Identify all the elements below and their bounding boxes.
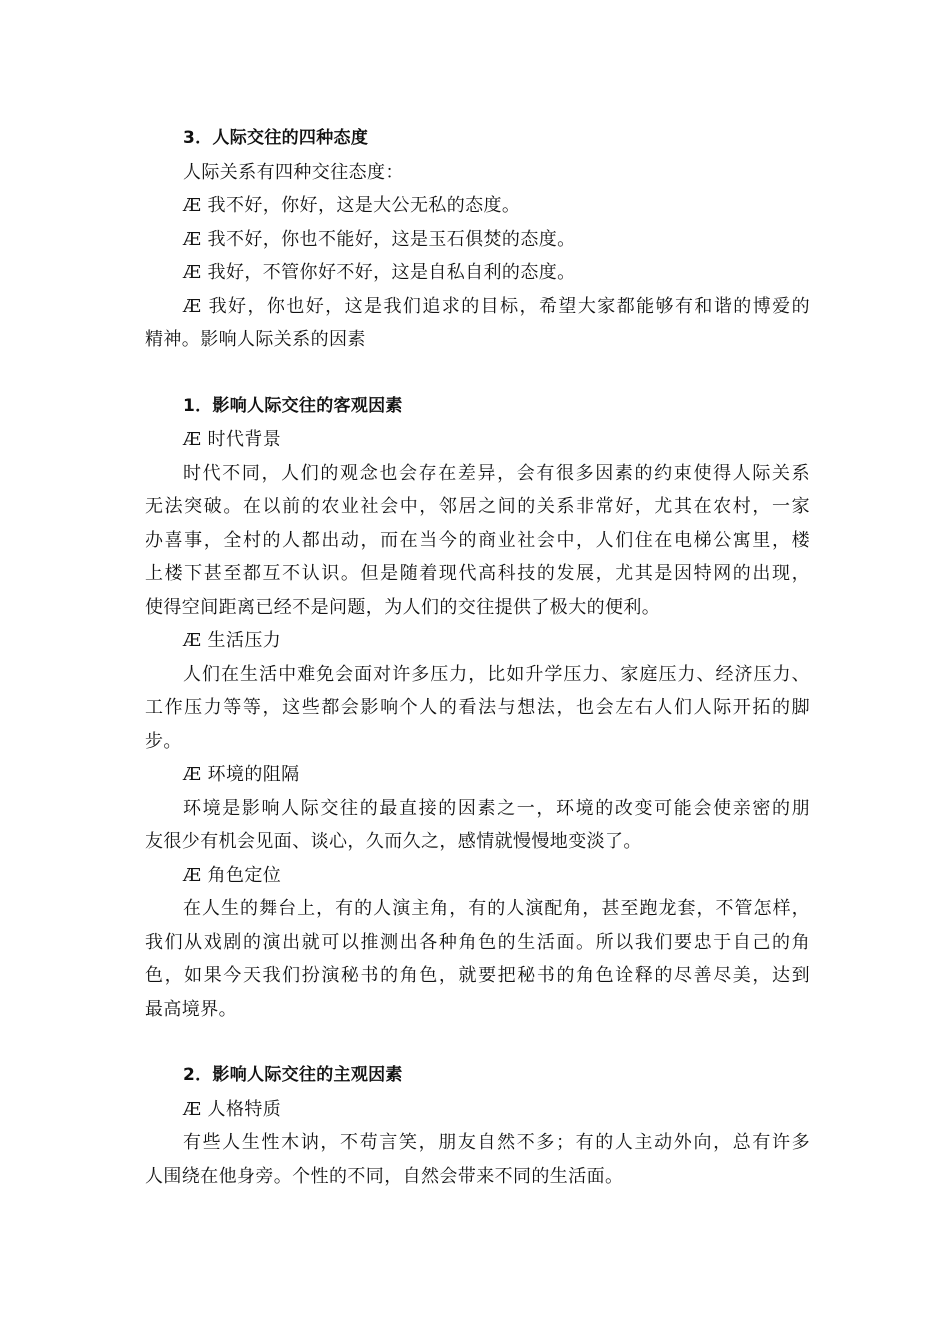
section-2-heading: 2．影响人际交往的主观因素	[183, 1065, 403, 1085]
factor-title-pressure: Æ 生活压力	[183, 630, 282, 651]
paragraph-line: 在人生的舞台上，有的人演主角，有的人演配角，甚至跑龙套，不管怎样，	[183, 898, 810, 919]
factor-title-environment: Æ 环境的阻隔	[183, 764, 300, 785]
paragraph-line: 步。	[145, 730, 182, 752]
section-3-heading: 3．人际交往的四种态度	[183, 128, 369, 148]
paragraph-gap	[145, 1026, 810, 1059]
attitude-bullet-2: Æ 我不好，你也不能好，这是玉石俱焚的态度。	[183, 228, 576, 250]
attitude-bullet-3: Æ 我好，不管你好不好，这是自私自利的态度。	[183, 262, 576, 283]
attitude-bullet-4: Æ 我好，你也好，这是我们追求的目标，希望大家都能够有和谐的博爱的	[183, 295, 810, 317]
paragraph-line: 上楼下甚至都互不认识。但是随着现代高科技的发展，尤其是因特网的出现，	[145, 563, 810, 584]
section-3-continuation: 精神。影响人际关系的因素	[145, 329, 366, 350]
paragraph-line: 有些人生性木讷，不苟言笑，朋友自然不多；有的人主动外向，总有许多	[183, 1132, 810, 1153]
paragraph-line: 时代不同，人们的观念也会存在差异，会有很多因素的约束使得人际关系	[183, 462, 810, 484]
factor-title-era: Æ 时代背景	[183, 429, 282, 450]
paragraph-line: 工作压力等等，这些都会影响个人的看法与想法，也会左右人们人际开拓的脚	[145, 697, 810, 718]
paragraph-line: 人们在生活中难免会面对许多压力，比如升学压力、家庭压力、经济压力、	[183, 663, 810, 685]
paragraph-line: 最高境界。	[145, 998, 237, 1020]
section-1-heading: 1．影响人际交往的客观因素	[183, 395, 403, 416]
section-3-intro: 人际关系有四种交往态度：	[183, 161, 404, 183]
paragraph-line: 无法突破。在以前的农业社会中，邻居之间的关系非常好，尤其在农村，一家	[145, 496, 810, 517]
factor-title-personality: Æ 人格特质	[183, 1098, 282, 1120]
paragraph-line: 使得空间距离已经不是问题，为人们的交往提供了极大的便利。	[145, 596, 661, 618]
paragraph-line: 环境是影响人际交往的最直接的因素之一，环境的改变可能会使亲密的朋	[183, 797, 810, 819]
attitude-bullet-1: Æ 我不好，你好，这是大公无私的态度。	[183, 195, 521, 216]
document-body	[145, 122, 810, 1193]
paragraph-gap	[145, 357, 810, 390]
factor-title-role: Æ 角色定位	[183, 864, 282, 886]
paragraph-line: 人围绕在他身旁。个性的不同，自然会带来不同的生活面。	[145, 1165, 624, 1187]
paragraph-line: 办喜事，全村的人都出动，而在当今的商业社会中，人们住在电梯公寓里，楼	[145, 529, 810, 551]
paragraph-line: 色，如果今天我们扮演秘书的角色，就要把秘书的角色诠释的尽善尽美，达到	[145, 965, 810, 986]
paragraph-line: 我们从戏剧的演出就可以推测出各种角色的生活面。所以我们要忠于自己的角	[145, 931, 810, 953]
paragraph-line: 友很少有机会见面、谈心，久而久之，感情就慢慢地变淡了。	[145, 831, 642, 852]
